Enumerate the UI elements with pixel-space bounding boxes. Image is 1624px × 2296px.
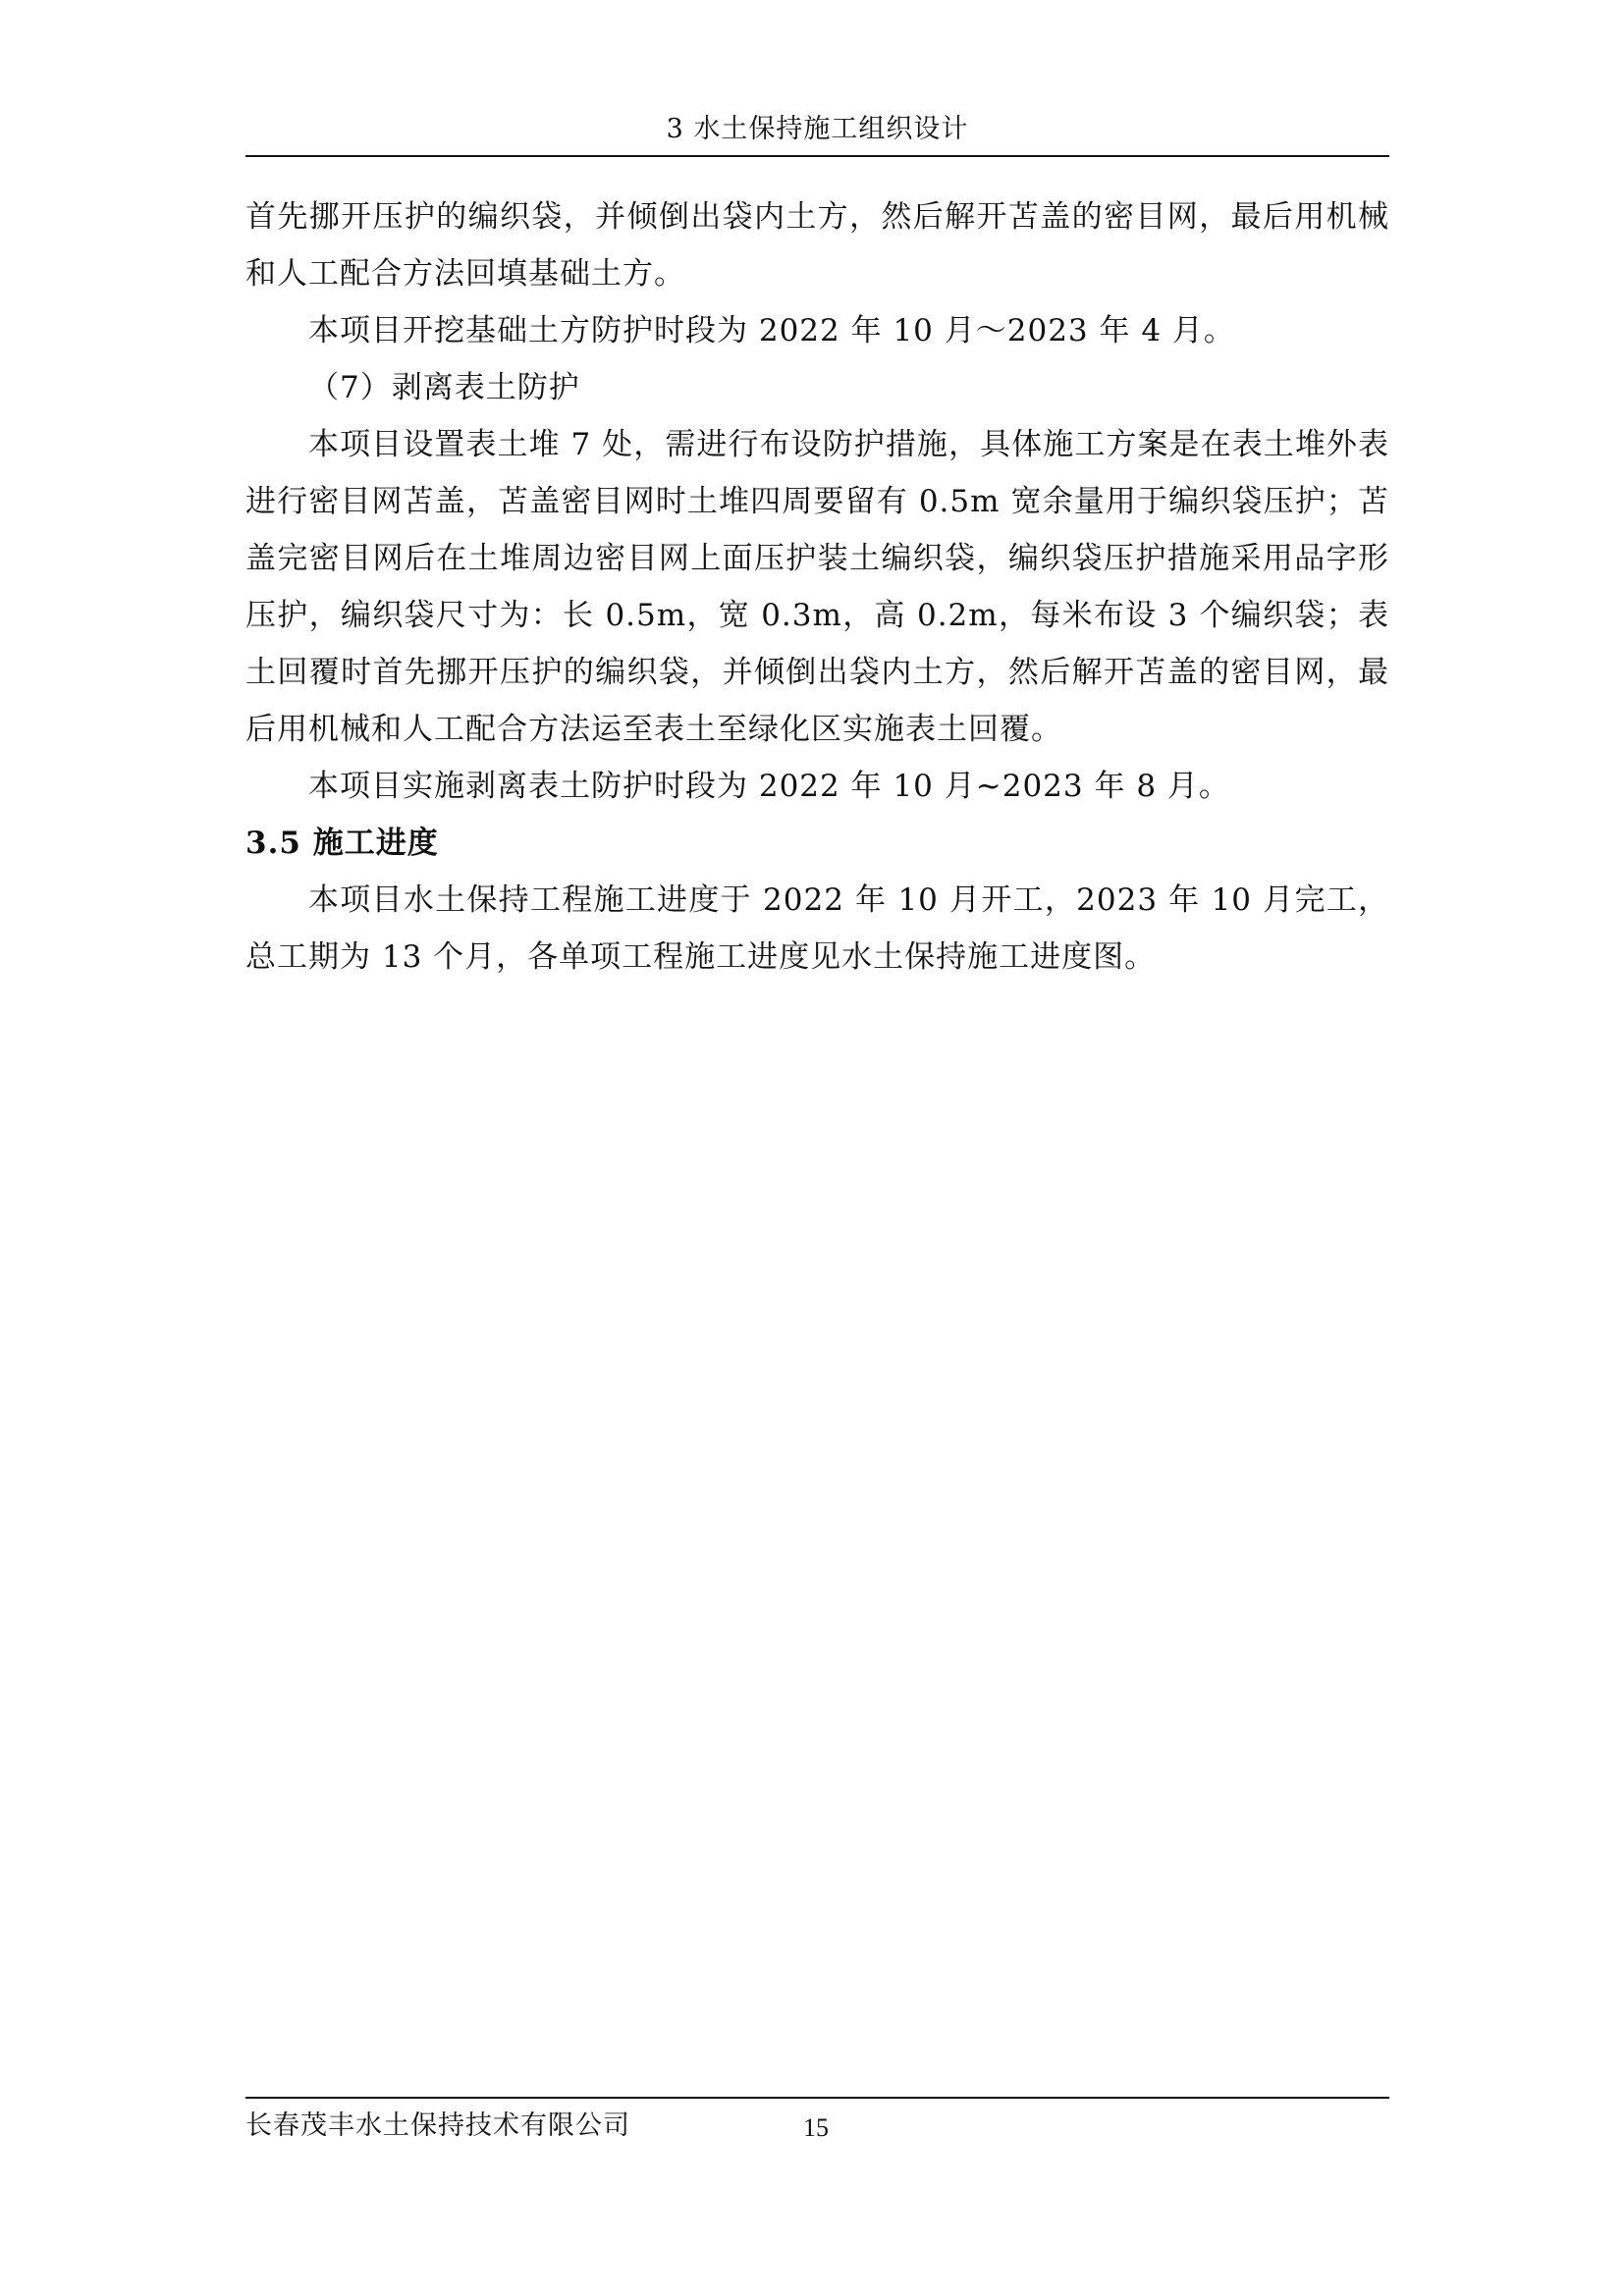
- paragraph-backfill-foundation: 首先挪开压护的编织袋，并倾倒出袋内土方，然后解开苫盖的密目网，最后用机械和人工配合方法回填基础土方。: [245, 199, 1389, 292]
- page-header-title: 3 水土保持施工组织设计: [666, 114, 969, 144]
- footer-divider: [245, 2097, 1389, 2099]
- paragraph-topsoil-protection-plan: 本项目设置表土堆 7 处，需进行布设防护措施，具体施工方案是在表土堆外表进行密目网苫盖，苫盖密目网时土堆四周要留有 0.5m 宽余量用于编织袋压护；苫盖完密目网后在土堆周边密目网上面压护装土编织袋，编织袋压护措施采用品字形压护，编织袋尺寸为：长 0.5m，宽 0.3m，高 0.2m，每米布设 3 个编织袋；表土回覆时首先挪开压护的编织袋，并倾倒出袋内土方，然后解开苫盖的密目网，最后用机械和人工配合方法运至表土至绿化区实施表土回覆。: [245, 427, 1389, 747]
- section-heading-construction-schedule: 3.5 施工进度: [245, 826, 439, 861]
- paragraph-topsoil-protection-period: 本项目实施剥离表土防护时段为 2022 年 10 月~2023 年 8 月。: [308, 769, 1230, 804]
- paragraph-construction-schedule: 本项目水土保持工程施工进度于 2022 年 10 月开工，2023 年 10 月完工，总工期为 13 个月，各单项工程施工进度见水土保持施工进度图。: [245, 882, 1389, 975]
- header-divider: [245, 155, 1389, 157]
- footer-company-name: 长春茂丰水土保持技术有限公司: [245, 2110, 630, 2141]
- document-body: [245, 188, 1389, 986]
- paragraph-foundation-protection-period: 本项目开挖基础土方防护时段为 2022 年 10 月～2023 年 4 月。: [308, 313, 1235, 348]
- page-number: 15: [803, 2113, 829, 2142]
- subsection-topsoil-protection: （7）剥离表土防护: [308, 370, 580, 405]
